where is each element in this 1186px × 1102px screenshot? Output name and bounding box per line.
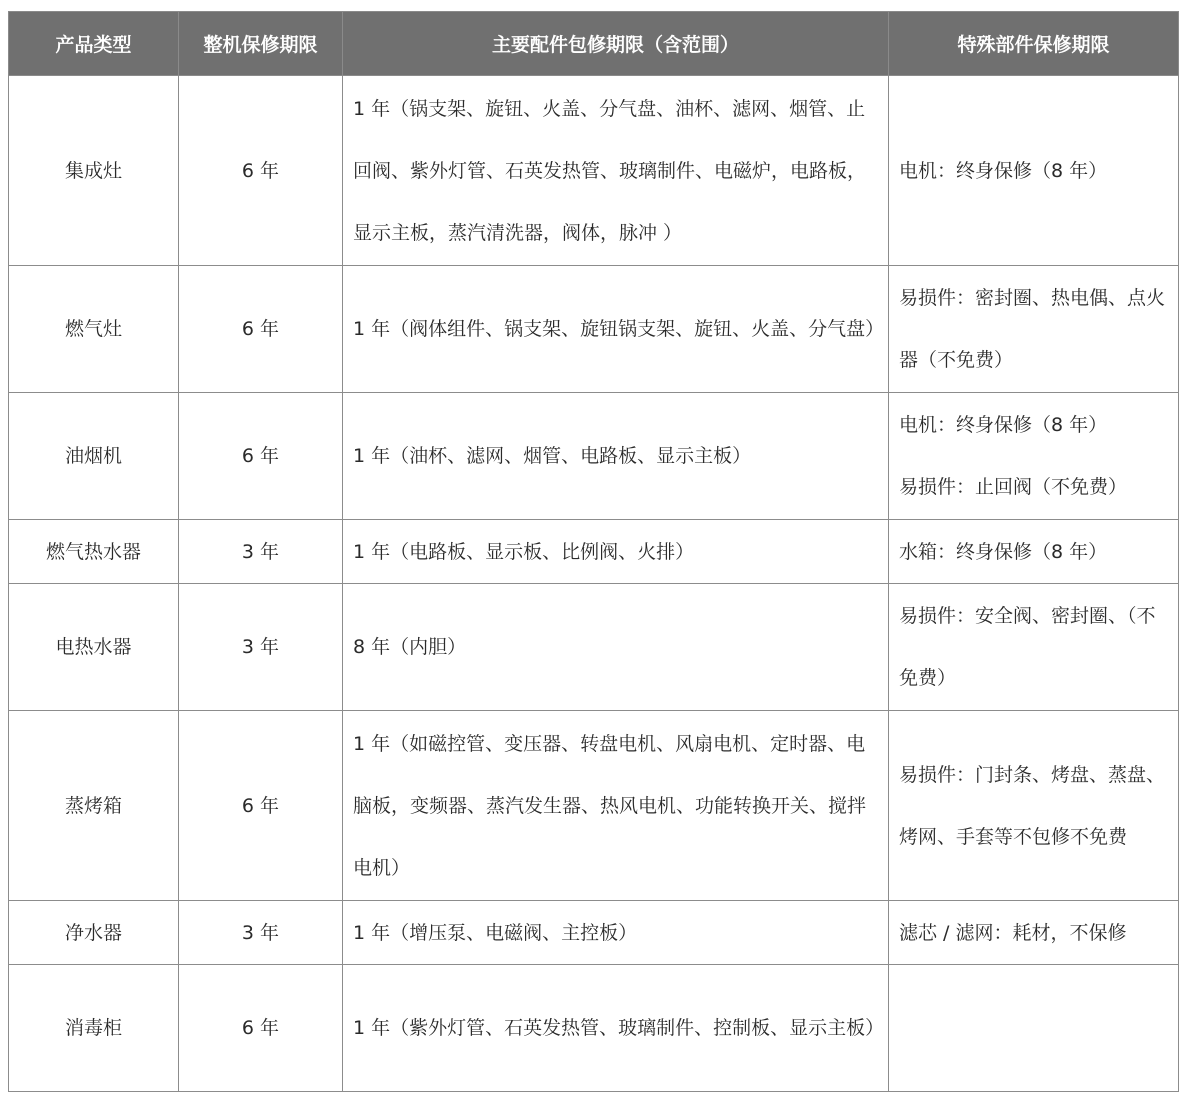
whole-warranty-cell: 6 年 [179, 393, 343, 520]
special-parts-warranty-cell [889, 266, 1179, 393]
special-parts-line: 电机：终身保修（8 年） [899, 414, 1108, 436]
table-row [9, 266, 1179, 393]
special-parts-line: 易损件：止回阀（不免费） [899, 476, 1128, 498]
header-special-parts-warranty: 特殊部件保修期限 [889, 12, 1179, 76]
table-row [9, 711, 1179, 901]
main-parts-warranty-cell: 1 年（阀体组件、锅支架、旋钮锅支架、旋钮、火盖、分气盘） [343, 266, 889, 393]
special-parts-line: 易损件：密封圈、热电偶、点火器（不免费） [899, 287, 1166, 371]
warranty-table [8, 11, 1179, 1092]
special-parts-warranty-cell [889, 76, 1179, 266]
main-parts-warranty-cell: 1 年（锅支架、旋钮、火盖、分气盘、油杯、滤网、烟管、止回阀、紫外灯管、石英发热管、玻璃制件、电磁炉，电路板，显示主板，蒸汽清洗器，阀体，脉冲 ） [343, 76, 889, 266]
special-parts-line: 滤芯 / 滤网：耗材，不保修 [899, 921, 1127, 944]
product-type-cell: 净水器 [9, 901, 179, 965]
header-row [9, 12, 1179, 76]
table-row [9, 393, 1179, 520]
special-parts-line: 水箱：终身保修（8 年） [899, 540, 1108, 563]
special-parts-warranty-cell [889, 901, 1179, 965]
main-parts-warranty-cell: 1 年（紫外灯管、石英发热管、玻璃制件、控制板、显示主板） [343, 965, 889, 1092]
product-type-cell: 电热水器 [9, 584, 179, 711]
whole-warranty-cell: 6 年 [179, 266, 343, 393]
whole-warranty-cell: 6 年 [179, 711, 343, 901]
main-parts-warranty-cell: 1 年（如磁控管、变压器、转盘电机、风扇电机、定时器、电脑板，变频器、蒸汽发生器、热风电机、功能转换开关、搅拌电机） [343, 711, 889, 901]
product-type-cell: 消毒柜 [9, 965, 179, 1092]
special-parts-warranty-cell [889, 584, 1179, 711]
table-row [9, 76, 1179, 266]
special-parts-line: 易损件：门封条、烤盘、蒸盘、烤网、手套等不包修不免费 [899, 763, 1166, 848]
special-parts-warranty-cell [889, 393, 1179, 520]
header-main-parts-warranty: 主要配件包修期限（含范围） [343, 12, 889, 76]
special-parts-warranty-cell [889, 711, 1179, 901]
product-type-cell: 集成灶 [9, 76, 179, 266]
whole-warranty-cell: 3 年 [179, 584, 343, 711]
main-parts-warranty-cell: 8 年（内胆） [343, 584, 889, 711]
table-header [9, 12, 1179, 76]
product-type-cell: 油烟机 [9, 393, 179, 520]
main-parts-warranty-cell: 1 年（油杯、滤网、烟管、电路板、显示主板） [343, 393, 889, 520]
product-type-cell: 燃气热水器 [9, 520, 179, 584]
whole-warranty-cell: 6 年 [179, 965, 343, 1092]
whole-warranty-cell: 6 年 [179, 76, 343, 266]
special-parts-line: 电机：终身保修（8 年） [899, 159, 1108, 182]
special-parts-line: 易损件：安全阀、密封圈、（不免费） [899, 605, 1156, 689]
main-parts-warranty-cell: 1 年（增压泵、电磁阀、主控板） [343, 901, 889, 965]
product-type-cell: 燃气灶 [9, 266, 179, 393]
table-row [9, 520, 1179, 584]
header-product-type: 产品类型 [9, 12, 179, 76]
special-parts-warranty-cell [889, 965, 1179, 1092]
special-parts-warranty-cell [889, 520, 1179, 584]
product-type-cell: 蒸烤箱 [9, 711, 179, 901]
table-row [9, 901, 1179, 965]
header-whole-warranty: 整机保修期限 [179, 12, 343, 76]
main-parts-warranty-cell: 1 年（电路板、显示板、比例阀、火排） [343, 520, 889, 584]
table-row [9, 965, 1179, 1092]
whole-warranty-cell: 3 年 [179, 520, 343, 584]
whole-warranty-cell: 3 年 [179, 901, 343, 965]
table-body [9, 76, 1179, 1092]
table-row [9, 584, 1179, 711]
